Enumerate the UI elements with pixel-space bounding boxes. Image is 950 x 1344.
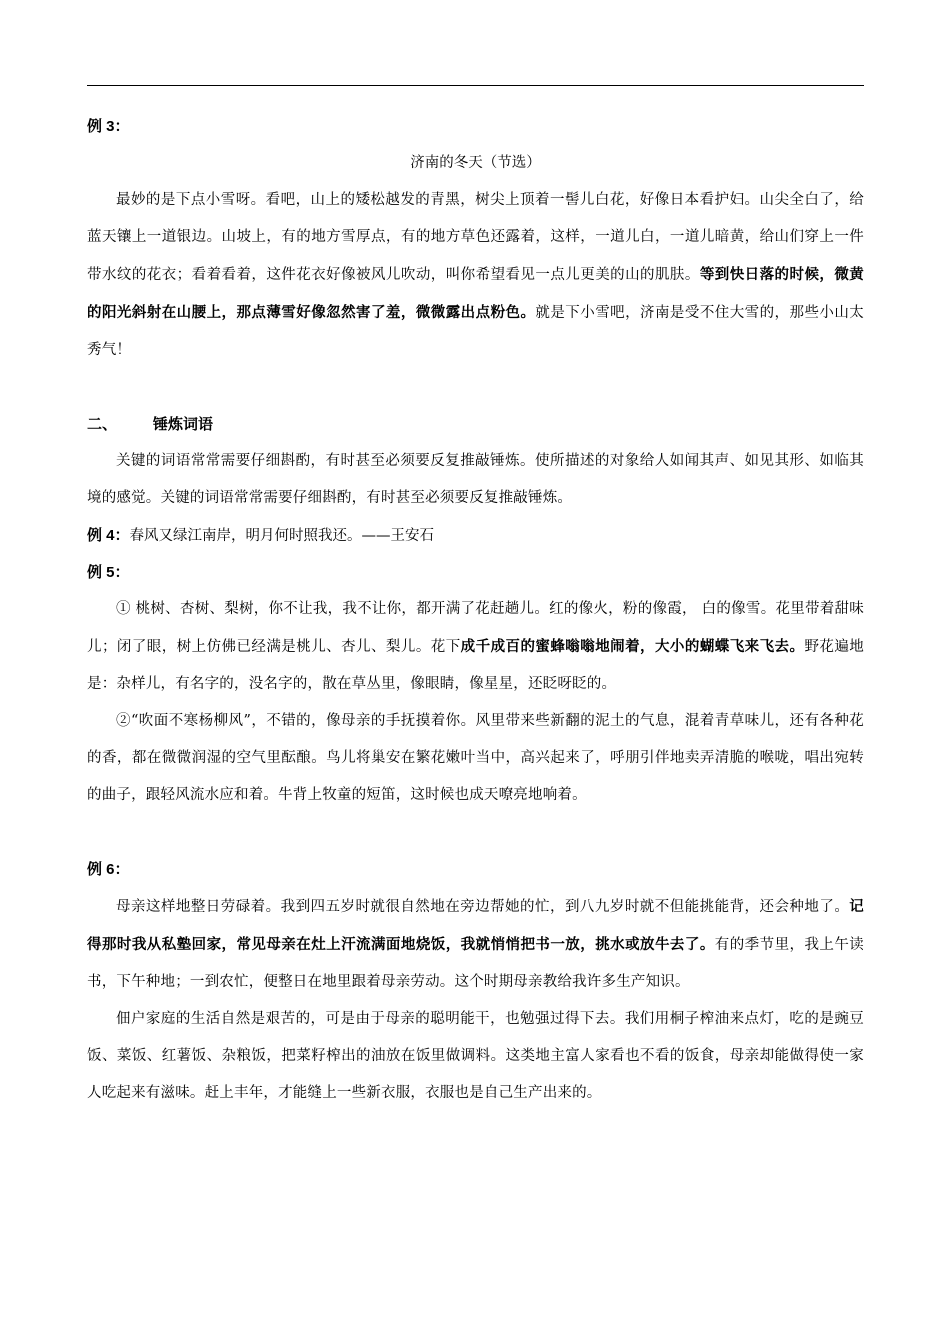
example-5-label: 例 5： [87, 564, 130, 581]
example-5-paragraph-2: ②“吹面不寒杨柳风”，不错的，像母亲的手抚摸着你。风里带来些新翻的泥土的气息，混着青草味儿，还有各种花的香，都在微微润湿的空气里酝酿。鸟儿将巢安在繁花嫩叶当中，高兴起来了，呼朋引伴地卖弄清脆的喉咙，唱出宛转的曲子，跟轻风流水应和着。牛背上牧童的短笛，这时候也成天嘹亮地响着。 [87, 713, 864, 803]
example-5-paragraph-1 [87, 591, 864, 703]
header-rule [87, 85, 864, 86]
example-6-text-c: 有的季节里，我上午读书，下午种地；一到农忙，便整日在地里跟着母亲劳动。这个时期母亲教给我许多生产知识。 [87, 937, 865, 990]
example-3-title: 济南的冬天（节选） [410, 155, 541, 171]
example-3-label: 例 3： [87, 118, 130, 135]
example-6-text-bold: 记得那时我从私塾回家，常见母亲在灶上汗流满面地烧饭，我就悄悄把书一放，挑水或放牛去了。 [87, 898, 864, 953]
example-6-paragraph-2: 佃户家庭的生活自然是艰苦的，可是由于母亲的聪明能干，也勉强过得下去。我们用桐子榨油来点灯，吃的是豌豆饭、菜饭、红薯饭、杂粮饭，把菜籽榨出的油放在饭里做调料。这类地主富人家看也不看的饭食，母亲却能做得使一家人吃起来有滋味。赶上丰年，才能缝上一些新衣服，衣服也是自己生产出来的。 [87, 1011, 864, 1101]
document-body [87, 108, 864, 1112]
example-6-paragraph-1 [87, 888, 864, 1001]
example-6-text-a: 母亲这样地整日劳碌着。我到四五岁时就很自然地在旁边帮她的忙，到八九岁时就不但能挑能背，还会种地了。 [116, 899, 850, 915]
example-3-text-bold: 等到快日落的时候，微黄的阳光斜射在山腰上，那点薄雪好像忽然害了羞，微微露出点粉色。 [87, 266, 864, 321]
example-3-text-a: 最妙的是下点小雪呀。看吧，山上的矮松越发的青黑，树尖上顶着一髻儿白花，好像日本看护妇。山尖全白了，给蓝天镶上一道银边。山坡上，有的地方雪厚点，有的地方草色还露着，这样，一道儿白，一道儿暗黄，给山们穿上一件带水纹的花衣；看着看着，这件花衣好像被风儿吹动，叫你希望看见一点儿更美的山的肌肤。 [87, 192, 864, 283]
section-2-number: 二、 [87, 416, 118, 433]
example-3-paragraph [87, 182, 864, 369]
section-2-heading [87, 406, 864, 443]
example-5-text-a: ① 桃树、杏树、梨树，你不让我，我不让你，都开满了花赶趟儿。红的像火，粉的像霞， 白的像雪。花里带着甜味儿；闭了眼，树上仿佛已经满是桃儿、杏儿、梨儿。花下 [87, 601, 864, 655]
example-6-label: 例 6： [87, 861, 130, 878]
example-5-text-c: 野花遍地是：杂样儿，有名字的，没名字的，散在草丛里，像眼睛，像星星，还眨呀眨的。 [87, 639, 864, 692]
section-2-title: 锤炼词语 [153, 416, 214, 433]
example-4-text: 春风又绿江南岸，明月何时照我还。——王安石 [129, 528, 435, 544]
example-4-line [87, 517, 864, 554]
example-4-label: 例 4： [87, 527, 130, 544]
example-3-text-c: 就是下小雪吧，济南是受不住大雪的，那些小山太秀气！ [87, 305, 864, 358]
example-5-text-bold: 成千成百的蜜蜂嗡嗡地闹着，大小的蝴蝶飞来飞去。 [460, 638, 805, 655]
section-2-intro: 关键的词语常常需要仔细斟酌，有时甚至必须要反复推敲锤炼。使所描述的对象给人如闻其声、如见其形、如临其境的感觉。关键的词语常常需要仔细斟酌，有时甚至必须要反复推敲锤炼。 [87, 453, 864, 506]
